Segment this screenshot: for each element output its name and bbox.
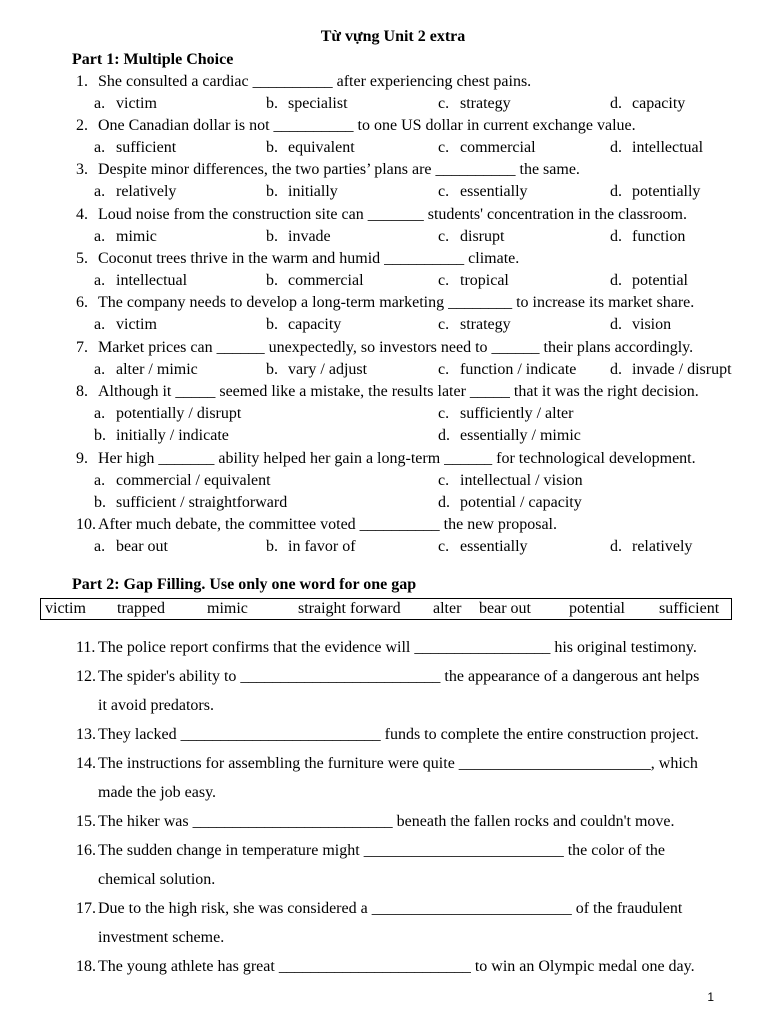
- option-8d: d. essentially / mimic: [438, 427, 581, 444]
- option-1c: c. strategy: [438, 95, 511, 112]
- question-text: Although it _____ seemed like a mistake, the results later _____ that it was the right decision.: [98, 383, 699, 400]
- option-1a: a. victim: [94, 95, 157, 112]
- option-4b: b. invade: [266, 228, 331, 245]
- word-bank-item: victim: [45, 600, 86, 617]
- question-18: 18. The young athlete has great ________________________ to win an Olympic medal one day.: [76, 958, 695, 975]
- question-17: 17. Due to the high risk, she was considered a _________________________ of the fraudulent: [76, 900, 683, 917]
- question-12: 12. The spider's ability to _________________________ the appearance of a dangerous ant helps: [76, 668, 700, 685]
- option-10b: b. in favor of: [266, 538, 356, 555]
- question-1: 1. She consulted a cardiac __________ after experiencing chest pains.: [76, 73, 532, 90]
- question-14-continued: made the job easy.: [98, 784, 217, 801]
- option-9d: d. potential / capacity: [438, 494, 582, 511]
- question-13: 13. They lacked _________________________ funds to complete the entire construction project.: [76, 726, 699, 743]
- question-10: 10. After much debate, the committee voted __________ the new proposal.: [76, 516, 557, 533]
- option-8c: c. sufficiently / alter: [438, 405, 574, 422]
- question-14: 14. The instructions for assembling the furniture were quite ________________________, which: [76, 755, 698, 772]
- question-text: After much debate, the committee voted __________ the new proposal.: [98, 516, 557, 533]
- option-7d: d. invade / disrupt: [610, 361, 732, 378]
- option-1d: d. capacity: [610, 95, 686, 112]
- page-number: 1: [707, 990, 714, 1004]
- question-7: 7. Market prices can ______ unexpectedly, so investors need to ______ their plans accordingly.: [76, 339, 694, 356]
- option-9b: b. sufficient / straightforward: [94, 494, 288, 511]
- question-3: 3. Despite minor differences, the two parties’ plans are __________ the same.: [76, 161, 580, 178]
- option-5a: a. intellectual: [94, 272, 188, 289]
- question-text: Coconut trees thrive in the warm and humid __________ climate.: [98, 250, 520, 267]
- word-bank-item: straight forward: [298, 600, 401, 617]
- option-4a: a. mimic: [94, 228, 157, 245]
- word-bank-item: potential: [569, 600, 625, 617]
- question-6: 6. The company needs to develop a long-term marketing ________ to increase its market share.: [76, 294, 695, 311]
- option-4d: d. function: [610, 228, 686, 245]
- option-3b: b. initially: [266, 183, 338, 200]
- option-7b: b. vary / adjust: [266, 361, 368, 378]
- part2-heading: Part 2: Gap Filling. Use only one word for one gap: [72, 576, 417, 593]
- word-bank-item: alter: [433, 600, 462, 617]
- question-11: 11. The police report confirms that the evidence will _________________ his original testimony.: [76, 639, 697, 656]
- word-bank: [40, 598, 732, 620]
- option-8a: a. potentially / disrupt: [94, 405, 242, 422]
- question-text: Despite minor differences, the two parties’ plans are __________ the same.: [98, 161, 580, 178]
- option-7a: a. alter / mimic: [94, 361, 198, 378]
- part1-heading: Part 1: Multiple Choice: [72, 51, 234, 68]
- option-6a: a. victim: [94, 316, 157, 333]
- option-3c: c. essentially: [438, 183, 528, 200]
- option-6c: c. strategy: [438, 316, 511, 333]
- question-text: She consulted a cardiac __________ after experiencing chest pains.: [98, 73, 532, 90]
- option-2b: b. equivalent: [266, 139, 355, 156]
- option-2d: d. intellectual: [610, 139, 704, 156]
- question-2: 2. One Canadian dollar is not __________ to one US dollar in current exchange value.: [76, 117, 636, 134]
- question-17-continued: investment scheme.: [98, 929, 225, 946]
- page-title: Từ vựng Unit 2 extra: [320, 28, 466, 45]
- question-4: 4. Loud noise from the construction site can _______ students' concentration in the classroom.: [76, 206, 687, 223]
- option-10d: d. relatively: [610, 538, 693, 555]
- question-16-continued: chemical solution.: [98, 871, 216, 888]
- question-text: Market prices can ______ unexpectedly, so investors need to ______ their plans accordingly.: [98, 339, 694, 356]
- option-6b: b. capacity: [266, 316, 342, 333]
- option-6d: d. vision: [610, 316, 672, 333]
- option-5d: d. potential: [610, 272, 688, 289]
- question-5: 5. Coconut trees thrive in the warm and humid __________ climate.: [76, 250, 520, 267]
- question-9: 9. Her high _______ ability helped her gain a long-term ______ for technological development.: [76, 450, 696, 467]
- word-bank-item: mimic: [207, 600, 248, 617]
- question-text: Her high _______ ability helped her gain a long-term ______ for technological development.: [98, 450, 696, 467]
- option-8b: b. initially / indicate: [94, 427, 229, 444]
- option-4c: c. disrupt: [438, 228, 505, 245]
- question-16: 16. The sudden change in temperature might _________________________ the color of the: [76, 842, 665, 859]
- option-3d: d. potentially: [610, 183, 701, 200]
- option-2a: a. sufficient: [94, 139, 177, 156]
- question-8: 8. Although it _____ seemed like a mistake, the results later _____ that it was the right decision.: [76, 383, 699, 400]
- question-text: One Canadian dollar is not __________ to one US dollar in current exchange value.: [98, 117, 636, 134]
- option-5b: b. commercial: [266, 272, 364, 289]
- question-text: The company needs to develop a long-term marketing ________ to increase its market share.: [98, 294, 695, 311]
- word-bank-item: trapped: [117, 600, 165, 617]
- question-12-continued: it avoid predators.: [98, 697, 214, 714]
- option-3a: a. relatively: [94, 183, 177, 200]
- option-5c: c. tropical: [438, 272, 509, 289]
- word-bank-item: sufficient: [659, 600, 720, 617]
- option-1b: b. specialist: [266, 95, 348, 112]
- option-2c: c. commercial: [438, 139, 536, 156]
- question-15: 15. The hiker was _________________________ beneath the fallen rocks and couldn't move.: [76, 813, 675, 830]
- option-9c: c. intellectual / vision: [438, 472, 583, 489]
- word-bank-item: bear out: [479, 600, 531, 617]
- option-10a: a. bear out: [94, 538, 168, 555]
- option-10c: c. essentially: [438, 538, 528, 555]
- question-text: Loud noise from the construction site can _______ students' concentration in the classroom.: [98, 206, 687, 223]
- option-7c: c. function / indicate: [438, 361, 577, 378]
- option-9a: a. commercial / equivalent: [94, 472, 271, 489]
